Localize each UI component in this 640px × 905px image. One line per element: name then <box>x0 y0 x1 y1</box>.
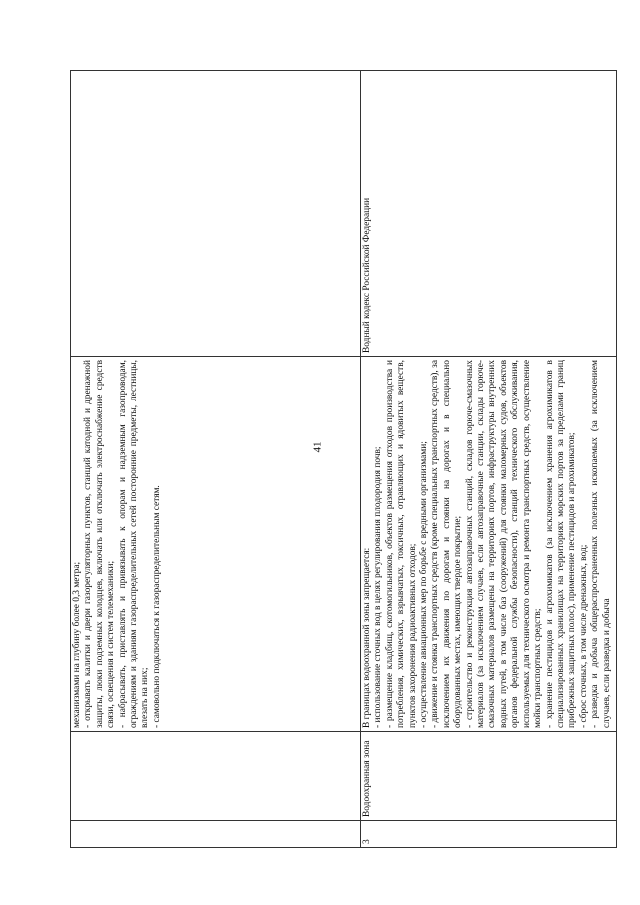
restriction-line: - сброс сточных, в том числе дренажных, вод; <box>578 544 589 728</box>
legal-source-cell <box>71 71 361 357</box>
object-name-cell: Водоохранная зона <box>361 732 617 821</box>
row-number-cell <box>71 821 361 848</box>
restriction-line: - строительство и реконструкция автозаправочных станций, складов горюче-смазочных материалов (за исключением случаев, если автозаправочные станции, склады горюче-смазочных материалов размещены на территориях портов, инфраструктуры внутренних водных путей, в том числе баз (сооружений) для стоянки маломерных судов, объектов органов федеральной службы безопасности), станций технического обслуживания, используемых для технического осмотра и ремонта транспортных средств, осуществление мойки транспортных средств; <box>464 360 544 728</box>
page-number: 41 <box>311 441 324 453</box>
restriction-line: - хранение пестицидов и агрохимикатов (за исключением хранения агрохимикатов в специализированных хранилищах на территориях морских портов за пределами границ прибрежных защитных полос), применение пестицидов и агрохимикатов; <box>544 360 578 728</box>
table-row <box>71 71 361 848</box>
restriction-line: В границах водоохранной зоны запрещается: <box>362 547 372 728</box>
restriction-line: - открывать калитки и двери газорегуляторных пунктов, станций катодной и дренажной защиты, люки подземных колодцев, включать или отключать электроснабжение средств связи, освещения и систем телемеханики; <box>83 360 117 728</box>
restriction-line: - самовольно подключаться к газораспределительным сетям. <box>151 485 162 728</box>
rotated-sheet <box>70 70 616 848</box>
restriction-line: - набрасывать, приставлять и привязывать к опорам и надземным газопроводам, ограждениям и зданиям газораспределительных сетей посторонние предметы, лестницы, влезать на них; <box>117 360 151 728</box>
row-number-cell: 3 <box>361 821 617 848</box>
restriction-line: - осуществление авиационных мер по борьбе с вредными организмами; <box>419 441 430 728</box>
restriction-line: - разведка и добыча общераспространенных полезных ископаемых (за исключением случаев, если разведка и добыча <box>590 360 612 728</box>
restriction-line: механизмами на глубину более 0,3 метра; <box>72 561 82 728</box>
legal-source-cell: Водный кодекс Российской Федерации <box>361 71 617 357</box>
restriction-line: - размещение кладбищ, скотомогильников, объектов размещения отходов производства и потребления, химических, взрывчатых, токсичных, отравляющих и ядовитых веществ, пунктов захоронения радиоактивных отходов; <box>384 360 418 728</box>
zones-table <box>70 70 617 848</box>
restrictions-cell <box>361 357 617 732</box>
restrictions-cell <box>71 357 361 732</box>
object-name-cell <box>71 732 361 821</box>
table-row <box>361 71 617 848</box>
restriction-line: - использование сточных вод в целях регулирования плодородия почв; <box>373 446 384 728</box>
restriction-line: - движение и стоянка транспортных средств (кроме специальных транспортных средств), за исключением их движения по дорогам и стоянки на дорогах и в специально оборудованных местах, имеющих твердое покрытие; <box>430 360 464 728</box>
